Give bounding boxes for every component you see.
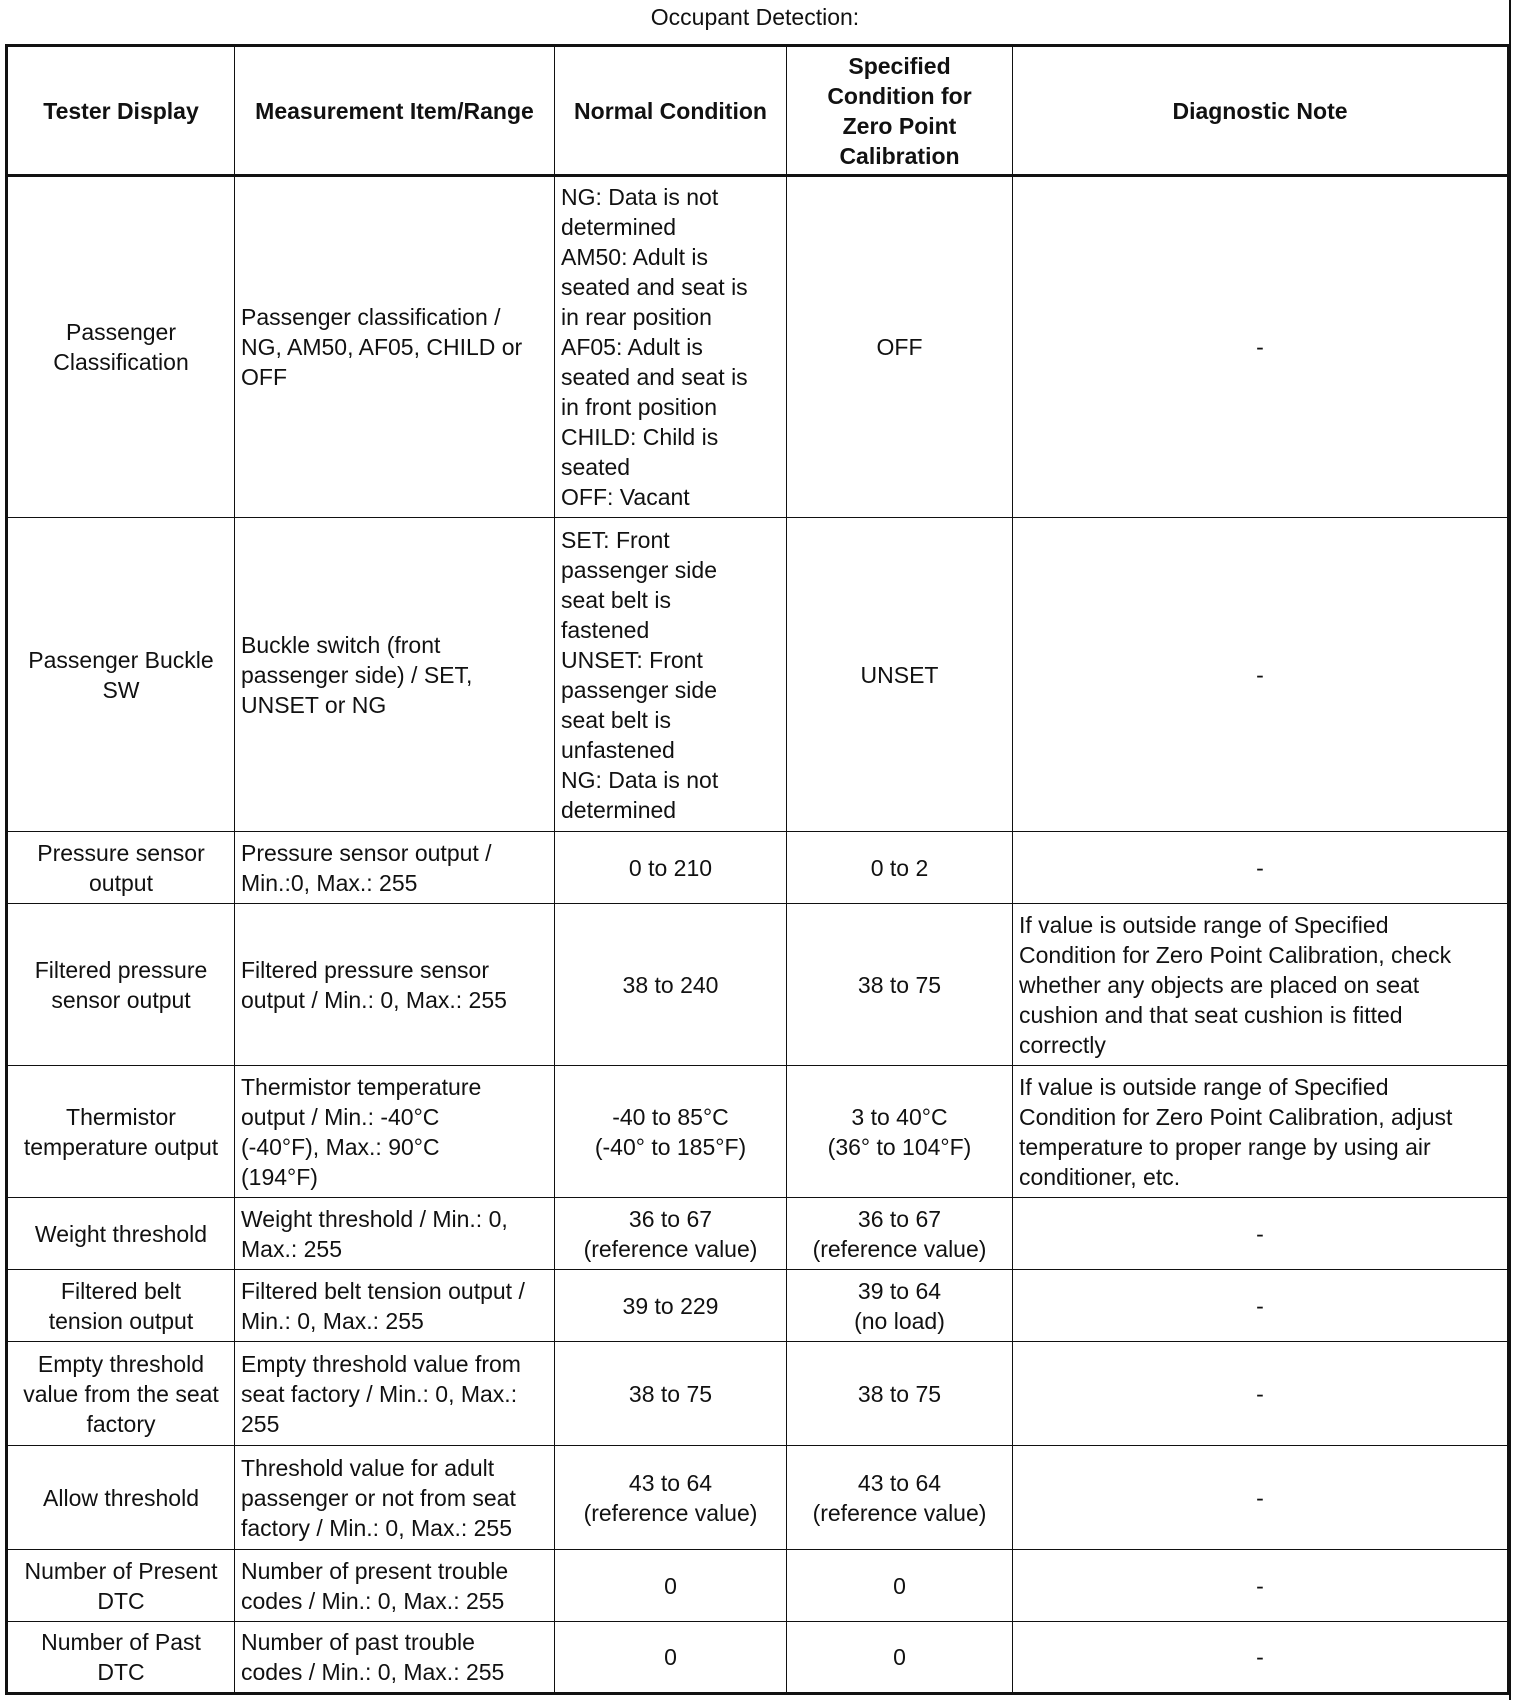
measurement-cell: Thermistor temperature output / Min.: -40°C (-40°F), Max.: 90°C (194°F) <box>235 1066 555 1198</box>
diagnostic-note-cell: - <box>1013 1622 1509 1694</box>
table-row <box>7 832 1509 904</box>
normal-condition-cell: -40 to 85°C (-40° to 185°F) <box>555 1066 787 1198</box>
table-row <box>7 1622 1509 1694</box>
specified-condition-cell: OFF <box>787 176 1013 518</box>
measurement-cell: Filtered pressure sensor output / Min.: 0, Max.: 255 <box>235 904 555 1066</box>
header-measurement: Measurement Item/Range <box>235 46 555 176</box>
specified-condition-cell: 43 to 64 (reference value) <box>787 1446 1013 1550</box>
tester-display-cell: Weight threshold <box>7 1198 235 1270</box>
table-row <box>7 1270 1509 1342</box>
specified-condition-cell: 0 to 2 <box>787 832 1013 904</box>
measurement-cell: Pressure sensor output / Min.:0, Max.: 255 <box>235 832 555 904</box>
diagnostic-note-cell: If value is outside range of Specified Condition for Zero Point Calibration, check whether any objects are placed on seat cushion and that seat cushion is fitted correctly <box>1013 904 1509 1066</box>
measurement-cell: Empty threshold value from seat factory / Min.: 0, Max.: 255 <box>235 1342 555 1446</box>
normal-condition-cell: 36 to 67 (reference value) <box>555 1198 787 1270</box>
measurement-cell: Filtered belt tension output / Min.: 0, Max.: 255 <box>235 1270 555 1342</box>
table-header-row <box>7 46 1509 176</box>
measurement-cell: Weight threshold / Min.: 0, Max.: 255 <box>235 1198 555 1270</box>
measurement-cell: Buckle switch (front passenger side) / SET, UNSET or NG <box>235 518 555 832</box>
header-specified-condition: Specified Condition for Zero Point Calibration <box>787 46 1013 176</box>
diagnostic-note-cell: - <box>1013 518 1509 832</box>
diagnostic-note-cell: - <box>1013 1270 1509 1342</box>
normal-condition-cell: 0 <box>555 1622 787 1694</box>
tester-display-cell: Empty threshold value from the seat factory <box>7 1342 235 1446</box>
specified-condition-cell: 3 to 40°C (36° to 104°F) <box>787 1066 1013 1198</box>
header-normal-condition: Normal Condition <box>555 46 787 176</box>
table-row <box>7 904 1509 1066</box>
table-row <box>7 1446 1509 1550</box>
normal-condition-cell: NG: Data is not determined AM50: Adult is seated and seat is in rear position AF05: Adult is seated and seat is in front position CHILD: Child is seated OFF: Vacant <box>555 176 787 518</box>
diagnostic-note-cell: - <box>1013 1550 1509 1622</box>
specified-condition-cell: 0 <box>787 1622 1013 1694</box>
diagnostic-note-cell: - <box>1013 1342 1509 1446</box>
tester-display-cell: Filtered pressure sensor output <box>7 904 235 1066</box>
table-row <box>7 518 1509 832</box>
page-title: Occupant Detection: <box>650 4 860 30</box>
occupant-detection-table <box>5 44 1510 1695</box>
header-diagnostic-note: Diagnostic Note <box>1013 46 1509 176</box>
measurement-cell: Passenger classification / NG, AM50, AF05, CHILD or OFF <box>235 176 555 518</box>
table-row <box>7 1066 1509 1198</box>
diagnostic-note-cell: - <box>1013 1198 1509 1270</box>
tester-display-cell: Passenger Buckle SW <box>7 518 235 832</box>
diagnostic-note-cell: If value is outside range of Specified Condition for Zero Point Calibration, adjust temperature to proper range by using air conditioner, etc. <box>1013 1066 1509 1198</box>
tester-display-cell: Allow threshold <box>7 1446 235 1550</box>
table-row <box>7 1342 1509 1446</box>
measurement-cell: Number of past trouble codes / Min.: 0, Max.: 255 <box>235 1622 555 1694</box>
measurement-cell: Threshold value for adult passenger or not from seat factory / Min.: 0, Max.: 255 <box>235 1446 555 1550</box>
specified-condition-cell: 38 to 75 <box>787 1342 1013 1446</box>
normal-condition-cell: 0 <box>555 1550 787 1622</box>
specified-condition-cell: 39 to 64 (no load) <box>787 1270 1013 1342</box>
tester-display-cell: Filtered belt tension output <box>7 1270 235 1342</box>
specified-condition-cell: 0 <box>787 1550 1013 1622</box>
specified-condition-cell: 38 to 75 <box>787 904 1013 1066</box>
tester-display-cell: Number of Past DTC <box>7 1622 235 1694</box>
diagnostic-note-cell: - <box>1013 1446 1509 1550</box>
specified-condition-cell: 36 to 67 (reference value) <box>787 1198 1013 1270</box>
specified-condition-cell: UNSET <box>787 518 1013 832</box>
header-tester-display: Tester Display <box>7 46 235 176</box>
normal-condition-cell: 38 to 75 <box>555 1342 787 1446</box>
tester-display-cell: Passenger Classification <box>7 176 235 518</box>
diagnostic-note-cell: - <box>1013 832 1509 904</box>
table-row <box>7 176 1509 518</box>
table-row <box>7 1198 1509 1270</box>
tester-display-cell: Pressure sensor output <box>7 832 235 904</box>
normal-condition-cell: 39 to 229 <box>555 1270 787 1342</box>
diagnostic-note-cell: - <box>1013 176 1509 518</box>
normal-condition-cell: SET: Front passenger side seat belt is fastened UNSET: Front passenger side seat belt is unfastened NG: Data is not determined <box>555 518 787 832</box>
table-row <box>7 1550 1509 1622</box>
tester-display-cell: Number of Present DTC <box>7 1550 235 1622</box>
measurement-cell: Number of present trouble codes / Min.: 0, Max.: 255 <box>235 1550 555 1622</box>
normal-condition-cell: 0 to 210 <box>555 832 787 904</box>
normal-condition-cell: 38 to 240 <box>555 904 787 1066</box>
normal-condition-cell: 43 to 64 (reference value) <box>555 1446 787 1550</box>
tester-display-cell: Thermistor temperature output <box>7 1066 235 1198</box>
